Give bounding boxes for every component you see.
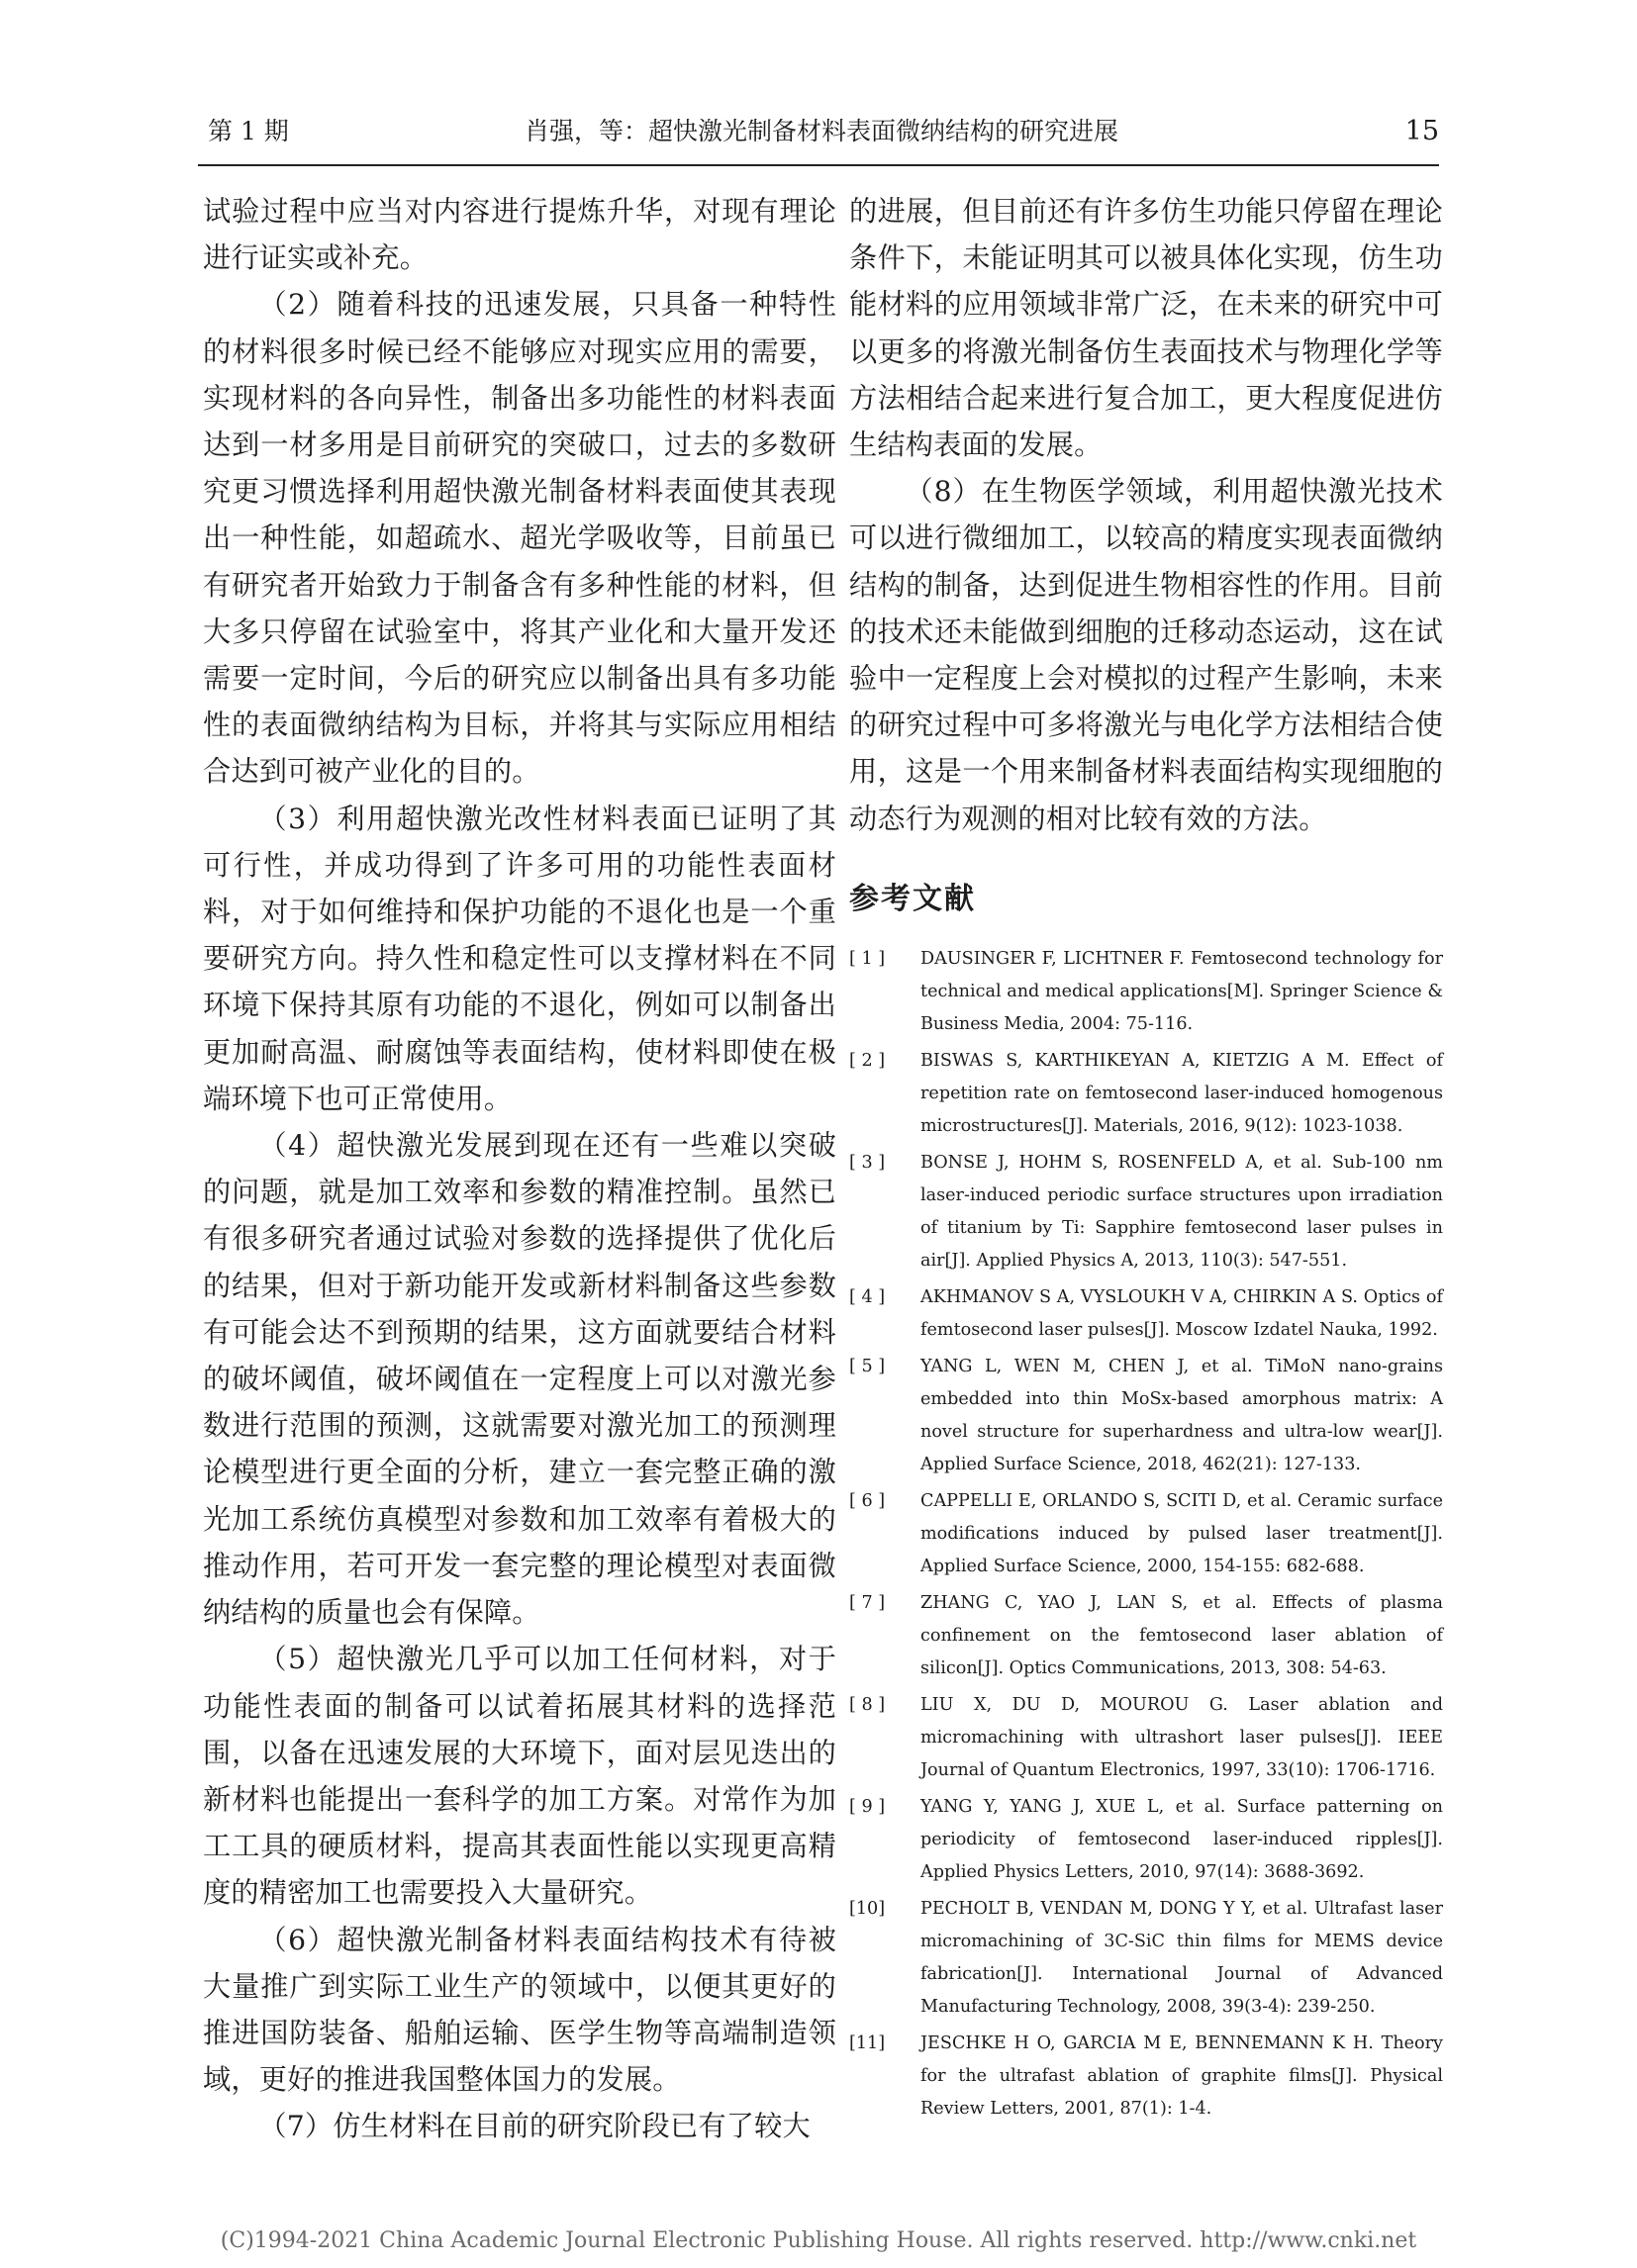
- reference-number: [ 1 ]: [849, 948, 886, 969]
- references-heading: 参考文献: [849, 881, 976, 916]
- copyright-footer: (C)1994-2021 China Academic Journal Electronic Publishing House. All rights reserved. http://www.cnki.net: [220, 2228, 1417, 2253]
- reference-text: AKHMANOV S A, VYSLOUKH V A, CHIRKIN A S. Optics of femtosecond laser pulses[J]. Moscow Izdatel Nauka, 1992.: [920, 1286, 1443, 1340]
- reference-text: BONSE J, HOHM S, ROSENFELD A, et al. Sub-100 nm laser-induced periodic surface structures upon irradiation of titanium by Ti: Sapphire femtosecond laser pulses in air[J]. Applied Physics A, 2013, 110(3): 547-551.: [920, 1152, 1443, 1271]
- reference-number: [ 4 ]: [849, 1286, 886, 1307]
- reference-text: ZHANG C, YAO J, LAN S, et al. Effects of plasma confinement on the femtosecond laser ablation of silicon[J]. Optics Communications, 2013, 308: 54-63.: [920, 1592, 1443, 1678]
- reference-text: DAUSINGER F, LICHTNER F. Femtosecond technology for technical and medical applications[M]. Springer Science & Business Media, 2004: 75-116.: [920, 948, 1443, 1034]
- reference-item: [849, 1281, 1443, 1347]
- reference-text: CAPPELLI E, ORLANDO S, SCITI D, et al. Ceramic surface modifications induced by pulsed laser treatment[J]. Applied Surface Science, 2000, 154-155: 682-688.: [920, 1490, 1443, 1576]
- reference-item: [849, 1893, 1443, 2024]
- reference-number: [ 5 ]: [849, 1356, 886, 1376]
- reference-item: [849, 1351, 1443, 1481]
- reference-item: [849, 943, 1443, 1041]
- reference-number: [11]: [849, 2032, 886, 2053]
- left-column: [203, 188, 836, 2150]
- paragraph-point-4: （4）超快激光发展到现在还有一些难以突破的问题，就是加工效率和参数的精准控制。虽然已有很多研究者通过试验对参数的选择提供了优化后的结果，但对于新功能开发或新材料制备这些参数有可能会达不到预期的结果，这方面就要结合材料的破坏阈值，破坏阈值在一定程度上可以对激光参数进行范围的预测，这就需要对激光加工的预测理论模型进行更全面的分析，建立一套完整正确的激光加工系统仿真模型对参数和加工效率有着极大的推动作用，若可开发一套完整的理论模型对表面微纳结构的质量也会有保障。: [203, 1129, 836, 1630]
- reference-number: [ 3 ]: [849, 1152, 886, 1173]
- reference-text: LIU X, DU D, MOUROU G. Laser ablation and micromachining with ultrashort laser pulses[J]. IEEE Journal of Quantum Electronics, 1997, 33(10): 1706-1716.: [920, 1694, 1443, 1780]
- reference-text: PECHOLT B, VENDAN M, DONG Y Y, et al. Ultrafast laser micromachining of 3C-SiC thin films for MEMS device fabrication[J]. International Journal of Advanced Manufacturing Technology, 2008, 39(3-4): 239-250.: [920, 1898, 1443, 2017]
- reference-text: BISWAS S, KARTHIKEYAN A, KIETZIG A M. Effect of repetition rate on femtosecond laser-induced homogenous microstructures[J]. Materials, 2016, 9(12): 1023-1038.: [920, 1050, 1443, 1136]
- running-title: 肖强，等：超快激光制备材料表面微纳结构的研究进展: [525, 117, 1119, 145]
- reference-text: YANG Y, YANG J, XUE L, et al. Surface patterning on periodicity of femtosecond laser-induced ripples[J]. Applied Physics Letters, 2010, 97(14): 3688-3692.: [920, 1796, 1443, 1882]
- paragraph-point-7: （7）仿生材料在目前的研究阶段已有了较大: [258, 2110, 811, 2143]
- paragraph-continuation: 试验过程中应当对内容进行提炼升华，对现有理论进行证实或补充。: [203, 195, 836, 275]
- paragraph-point-8: （8）在生物医学领域，利用超快激光技术可以进行微细加工，以较高的精度实现表面微纳结构的制备，达到促进生物相容性的作用。目前的技术还未能做到细胞的迁移动态运动，这在试验中一定程度上会对模拟的过程产生影响，未来的研究过程中可多将激光与电化学方法相结合使用，这是一个用来制备材料表面结构实现细胞的动态行为观测的相对比较有效的方法。: [849, 475, 1443, 835]
- issue-label: 第 1 期: [208, 117, 289, 145]
- paragraph-point-5: （5）超快激光几乎可以加工任何材料，对于功能性表面的制备可以试着拓展其材料的选择范围，以备在迅速发展的大环境下，面对层见迭出的新材料也能提出一套科学的加工方案。对常作为加工工具的硬质材料，提高其表面性能以实现更高精度的精密加工也需要投入大量研究。: [203, 1643, 836, 1910]
- right-column: [849, 188, 1443, 2129]
- paragraph-point-6: （6）超快激光制备材料表面结构技术有待被大量推广到实际工业生产的领域中，以便其更好的推进国防装备、船舶运输、医学生物等高端制造领域，更好的推进我国整体国力的发展。: [203, 1923, 836, 2097]
- reference-text: JESCHKE H O, GARCIA M E, BENNEMANN K H. Theory for the ultrafast ablation of graphite films[J]. Physical Review Letters, 2001, 87(1): 1-4.: [920, 2032, 1443, 2119]
- header-rule: [198, 164, 1439, 166]
- paragraph-point-3: （3）利用超快激光改性材料表面已证明了其可行性，并成功得到了许多可用的功能性表面材料，对于如何维持和保护功能的不退化也是一个重要研究方向。持久性和稳定性可以支撑材料在不同环境下保持其原有功能的不退化，例如可以制备出更加耐高温、耐腐蚀等表面结构，使材料即使在极端环境下也可正常使用。: [203, 802, 836, 1115]
- reference-text: YANG L, WEN M, CHEN J, et al. TiMoN nano-grains embedded into thin MoSx-based amorphous matrix: A novel structure for superhardness and ultra-low wear[J]. Applied Surface Science, 2018, 462(21): 127-133.: [920, 1356, 1443, 1474]
- reference-item: [849, 1689, 1443, 1787]
- reference-number: [ 2 ]: [849, 1050, 886, 1071]
- reference-item: [849, 1045, 1443, 1143]
- reference-item: [849, 1587, 1443, 1685]
- reference-number: [ 6 ]: [849, 1490, 886, 1511]
- page-number: 15: [1404, 116, 1439, 146]
- reference-item: [849, 1147, 1443, 1277]
- reference-number: [10]: [849, 1898, 886, 1919]
- reference-number: [ 9 ]: [849, 1796, 886, 1817]
- reference-number: [ 7 ]: [849, 1592, 886, 1613]
- reference-item: [849, 1791, 1443, 1889]
- paragraph-point-2: （2）随着科技的迅速发展，只具备一种特性的材料很多时候已经不能够应对现实应用的需要，实现材料的各向异性，制备出多功能性的材料表面达到一材多用是目前研究的突破口，过去的多数研究更习惯选择利用超快激光制备材料表面使其表现出一种性能，如超疏水、超光学吸收等，目前虽已有研究者开始致力于制备含有多种性能的材料，但大多只停留在试验室中，将其产业化和大量开发还需要一定时间，今后的研究应以制备出具有多功能性的表面微纳结构为目标，并将其与实际应用相结合达到可被产业化的目的。: [203, 288, 836, 789]
- reference-item: [849, 1485, 1443, 1583]
- paragraph-point-7-continued: 的进展，但目前还有许多仿生功能只停留在理论条件下，未能证明其可以被具体化实现，仿生功能材料的应用领域非常广泛，在未来的研究中可以更多的将激光制备仿生表面技术与物理化学等方法相结合起来进行复合加工，更大程度促进仿生结构表面的发展。: [849, 195, 1443, 462]
- reference-item: [849, 2028, 1443, 2126]
- reference-list: [849, 943, 1443, 2126]
- reference-number: [ 8 ]: [849, 1694, 886, 1715]
